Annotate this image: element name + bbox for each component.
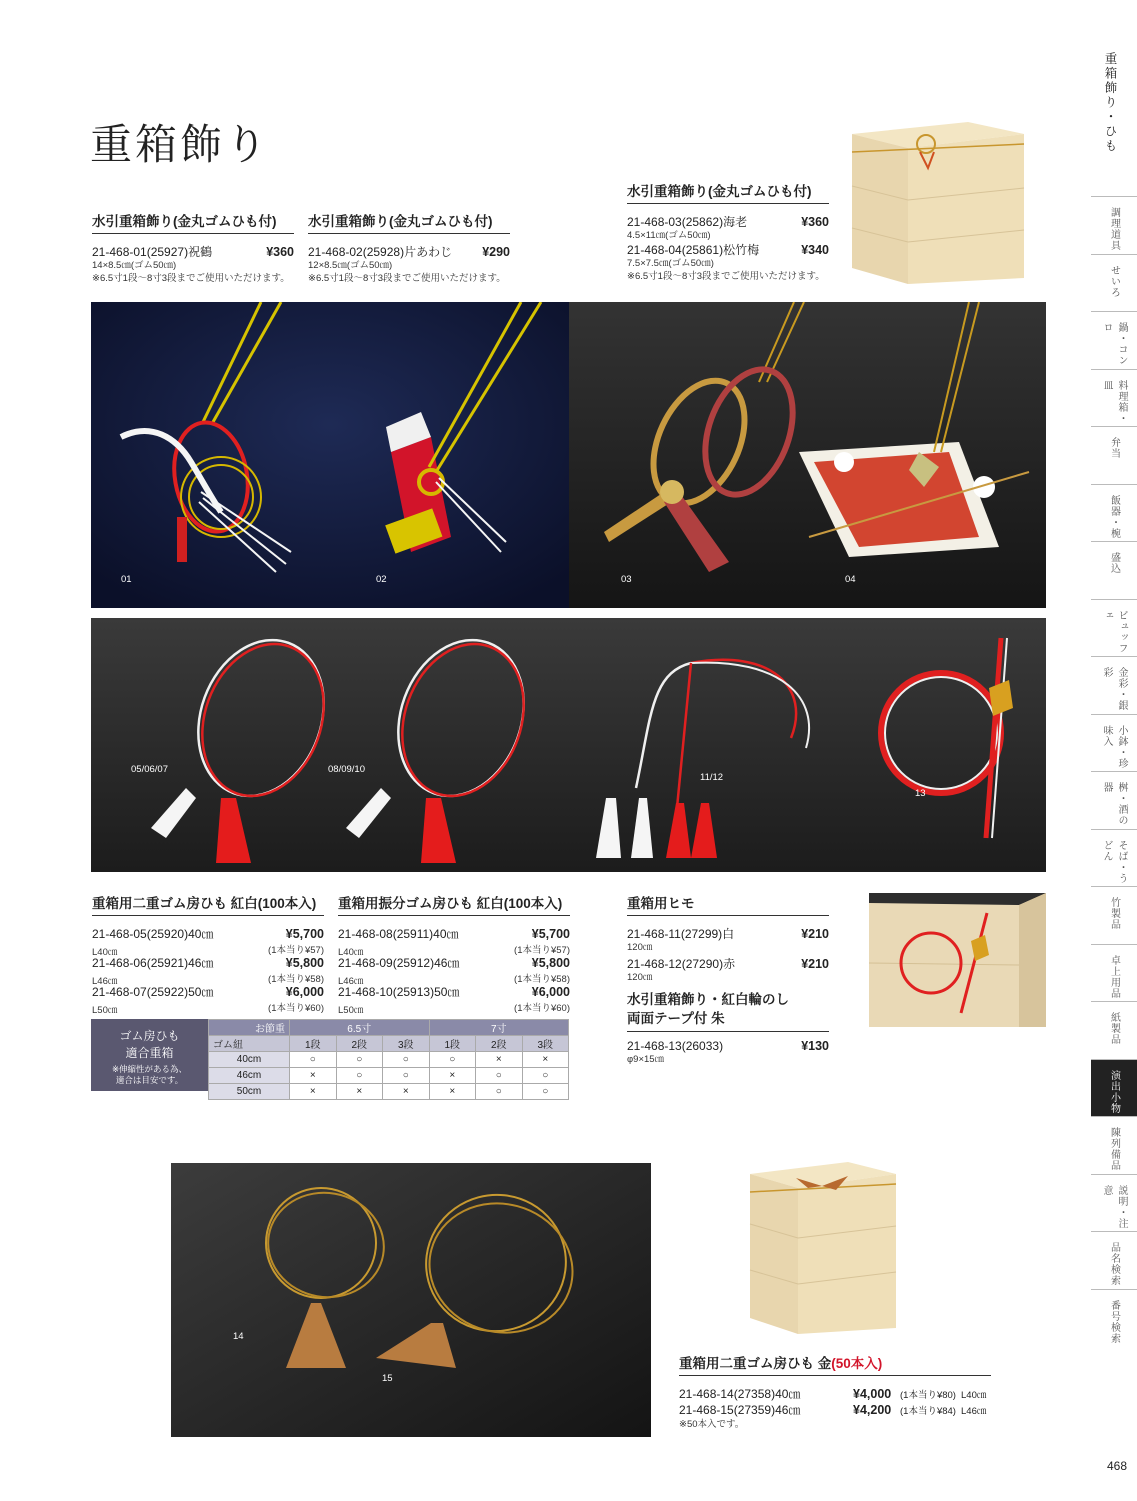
- product-heading: 水引重箱飾り(金丸ゴムひも付): [627, 180, 829, 204]
- product-block-2: [308, 210, 510, 285]
- product-size: φ9×15㎝: [627, 1054, 665, 1065]
- product-unit-price: (1本当り¥60): [514, 1003, 570, 1014]
- product-price: ¥4,000: [853, 1387, 892, 1401]
- product-code: 21-468-06(25921)46㎝: [92, 956, 214, 970]
- product-row: [679, 1386, 991, 1402]
- photo-label: 04: [845, 574, 856, 585]
- product-heading-text: 重箱用二重ゴム房ひも 金: [679, 1356, 832, 1371]
- rail-item[interactable]: 桝・酒の器: [1091, 771, 1137, 829]
- product-code: 21-468-14(27358)40㎝: [679, 1387, 801, 1401]
- fit-col-header: 2段: [336, 1036, 383, 1052]
- table-row: [209, 1052, 569, 1068]
- rail-item[interactable]: そば・うどん: [1091, 829, 1137, 887]
- product-code: 21-468-15(27359)46㎝: [679, 1403, 801, 1417]
- product-size: 120㎝: [627, 942, 653, 953]
- product-sub: [338, 971, 570, 987]
- product-row: [338, 955, 570, 971]
- product-code: 21-468-08(25911)40㎝: [338, 927, 459, 941]
- product-row: [338, 926, 570, 942]
- fit-col-header: 2段: [476, 1036, 523, 1052]
- fit-cell: ○: [522, 1068, 569, 1084]
- product-unit-price: (1本当り¥57): [268, 945, 324, 956]
- photo-ebi-shochikubai: [569, 302, 1046, 608]
- product-note: ※6.5寸1段～8寸3段までご使用いただけます。: [92, 273, 290, 284]
- product-rows: [338, 926, 570, 1016]
- product-unit-price: (1本当り¥58): [268, 974, 324, 985]
- product-sub: [338, 942, 570, 958]
- rail-item[interactable]: 説明・注意: [1091, 1174, 1137, 1232]
- product-block-6: [627, 892, 829, 1066]
- product-size: L46㎝: [961, 1406, 987, 1417]
- fit-cell: ○: [476, 1068, 523, 1084]
- product-row: [308, 244, 510, 260]
- product-price: ¥4,200: [853, 1403, 892, 1417]
- product-block-4: [92, 892, 324, 1016]
- product-code: 21-468-05(25920)40㎝: [92, 927, 214, 941]
- photo-label: 15: [382, 1373, 393, 1384]
- product-unit-price: (1本当り¥80): [900, 1390, 956, 1401]
- fit-label-line: 適合重箱: [125, 1046, 174, 1060]
- table-row: [209, 1068, 569, 1084]
- fit-table-label: [91, 1019, 208, 1091]
- rail-item[interactable]: 盛込: [1091, 541, 1137, 599]
- product-heading-accent: (50本入): [831, 1356, 883, 1371]
- product-sub: [92, 1000, 324, 1016]
- rail-item[interactable]: 調理道具: [1091, 196, 1137, 254]
- rail-item[interactable]: 小鉢・珍味入: [1091, 714, 1137, 772]
- product-block-7: [679, 1352, 991, 1431]
- fit-col-header: 3段: [383, 1036, 430, 1052]
- product-price: ¥5,700: [285, 927, 324, 941]
- product-price: ¥130: [801, 1039, 829, 1053]
- box-photo-bottom: [748, 1148, 898, 1338]
- product-code: 21-468-02(25928)片あわじ: [308, 245, 453, 259]
- fit-cell: ×: [522, 1052, 569, 1068]
- product-size: 12×8.5㎝(ゴム50㎝): [308, 260, 393, 271]
- product-price: ¥360: [801, 215, 829, 229]
- rail-item[interactable]: せいろ: [1091, 254, 1137, 312]
- product-size: L50㎝: [92, 1005, 118, 1016]
- page-title: 重箱飾り: [90, 120, 271, 169]
- rail-item[interactable]: 飯器・椀: [1091, 484, 1137, 542]
- rail-item[interactable]: ビュッフェ: [1091, 599, 1137, 657]
- fit-label-line: ゴム房ひも: [119, 1029, 180, 1043]
- fit-table-block: [91, 1019, 569, 1097]
- fit-table: [208, 1019, 569, 1100]
- photo-label: 13: [915, 788, 926, 799]
- rail-item[interactable]: 紙製品: [1091, 1001, 1137, 1059]
- rail-item[interactable]: 品名検索: [1091, 1231, 1137, 1289]
- product-size: L46㎝: [338, 976, 364, 987]
- product-unit-price: (1本当り¥84): [900, 1406, 956, 1417]
- fit-cell: ×: [429, 1084, 476, 1100]
- product-code: 21-468-11(27299)白: [627, 927, 735, 941]
- product-size: 14×8.5㎝(ゴム50㎝): [92, 260, 177, 271]
- fit-cell: ○: [336, 1052, 383, 1068]
- side-index: [1091, 0, 1137, 1501]
- product-row: [627, 956, 829, 972]
- fit-col-header: 1段: [429, 1036, 476, 1052]
- fit-cell: ○: [522, 1084, 569, 1100]
- product-price: ¥5,800: [531, 956, 570, 970]
- fit-row-length: 46cm: [209, 1068, 290, 1084]
- fit-cell: ×: [429, 1068, 476, 1084]
- product-unit-price: (1本当り¥58): [514, 974, 570, 985]
- fit-col-header: 1段: [290, 1036, 337, 1052]
- product-price: ¥6,000: [531, 985, 570, 999]
- photo-label: 14: [233, 1331, 244, 1342]
- product-heading-line: 両面テープ付 朱: [627, 1011, 725, 1026]
- rail-title: 重箱飾り・ひも: [1103, 52, 1117, 154]
- product-row: [92, 244, 294, 260]
- product-row: [627, 1038, 829, 1054]
- product-unit-price: (1本当り¥60): [268, 1003, 324, 1014]
- fit-cell: ×: [383, 1084, 430, 1100]
- fit-label-note: ※伸縮性がある為、: [111, 1064, 188, 1074]
- product-heading-line: 水引重箱飾り・紅白輪のし: [627, 992, 789, 1007]
- photo-label: 11/12: [700, 772, 724, 783]
- fit-row-length: 40cm: [209, 1052, 290, 1068]
- fit-row-length: 50cm: [209, 1084, 290, 1100]
- fit-cell: ○: [383, 1068, 430, 1084]
- product-code: 21-468-07(25922)50㎝: [92, 985, 214, 999]
- product-row: [627, 242, 829, 258]
- rail-item[interactable]: 料理箱・皿: [1091, 369, 1137, 427]
- product-note: ※6.5寸1段～8寸3段までご使用いただけます。: [627, 271, 825, 282]
- product-heading: 重箱用二重ゴム房ひも 紅白(100本入): [92, 892, 324, 916]
- fit-cell: ○: [383, 1052, 430, 1068]
- fit-cell: ×: [290, 1068, 337, 1084]
- product-size: L40㎝: [92, 947, 118, 958]
- fit-group-header: 7寸: [429, 1020, 569, 1036]
- product-heading: 水引重箱飾り(金丸ゴムひも付): [92, 210, 294, 234]
- rail-item[interactable]: 弁当: [1091, 426, 1137, 484]
- photo-label: 02: [376, 574, 387, 585]
- product-unit-price: (1本当り¥57): [514, 945, 570, 956]
- product-note: ※50本入です。: [679, 1419, 745, 1430]
- rail-item[interactable]: 陳列備品: [1091, 1116, 1137, 1174]
- fit-group-header: 6.5寸: [290, 1020, 430, 1036]
- photo-box-noshi: [869, 893, 1046, 1027]
- fit-cell: ○: [336, 1068, 383, 1084]
- product-size: L46㎝: [92, 976, 118, 987]
- product-row: [338, 984, 570, 1000]
- product-row: [92, 926, 324, 942]
- product-size: L50㎝: [338, 1005, 364, 1016]
- photo-label: 08/09/10: [328, 764, 365, 775]
- product-size: 4.5×11㎝(ゴム50㎝): [627, 230, 711, 241]
- fit-cell: ×: [336, 1084, 383, 1100]
- product-row: [679, 1402, 991, 1418]
- fit-cell: ×: [476, 1052, 523, 1068]
- fit-cell: ○: [290, 1052, 337, 1068]
- product-heading-2: [627, 990, 829, 1032]
- rail-item[interactable]: 金彩・銀彩: [1091, 656, 1137, 714]
- product-rows: [92, 926, 324, 1016]
- fit-label-note: 適合は目安です。: [115, 1075, 184, 1085]
- product-row: [627, 926, 829, 942]
- product-heading: 水引重箱飾り(金丸ゴムひも付): [308, 210, 510, 234]
- product-block-1: [92, 210, 294, 285]
- product-price: ¥6,000: [285, 985, 324, 999]
- photo-crane-awaji: [91, 302, 569, 608]
- fit-corner-top: お節重: [209, 1020, 290, 1036]
- product-block-5: [338, 892, 570, 1016]
- fit-col-header: 3段: [522, 1036, 569, 1052]
- fit-cell: ○: [429, 1052, 476, 1068]
- fit-cell: ○: [476, 1084, 523, 1100]
- fit-corner-bottom: ゴム紐: [209, 1036, 290, 1052]
- product-price: ¥5,700: [531, 927, 570, 941]
- rail-item[interactable]: 卓上用品: [1091, 944, 1137, 1002]
- product-code: 21-468-09(25912)46㎝: [338, 956, 460, 970]
- product-code: 21-468-10(25913)50㎝: [338, 985, 460, 999]
- box-photo-top: [848, 108, 1028, 288]
- product-sub: [92, 971, 324, 987]
- product-note: ※6.5寸1段～8寸3段までご使用いただけます。: [308, 273, 506, 284]
- product-price: ¥290: [482, 245, 510, 259]
- photo-label: 03: [621, 574, 632, 585]
- product-price: ¥360: [266, 245, 294, 259]
- product-size: L40㎝: [338, 947, 364, 958]
- product-code: 21-468-01(25927)祝鶴: [92, 245, 213, 259]
- product-price: ¥5,800: [285, 956, 324, 970]
- product-row: [627, 214, 829, 230]
- product-size: 7.5×7.5㎝(ゴム50㎝): [627, 258, 714, 269]
- product-sub: [338, 1000, 570, 1016]
- product-code: 21-468-12(27290)赤: [627, 957, 736, 971]
- product-code: 21-468-03(25862)海老: [627, 215, 748, 229]
- product-rows: [679, 1386, 991, 1431]
- product-rows: [627, 926, 829, 984]
- fit-cell: ×: [290, 1084, 337, 1100]
- photo-label: 01: [121, 574, 132, 585]
- product-price: ¥210: [801, 957, 829, 971]
- product-price: ¥210: [801, 927, 829, 941]
- product-heading: 重箱用振分ゴム房ひも 紅白(100本入): [338, 892, 570, 916]
- product-row: [92, 955, 324, 971]
- product-row: [92, 984, 324, 1000]
- rail-item[interactable]: 鍋・コンロ: [1091, 311, 1137, 369]
- photo-red-white-cords: [91, 618, 1046, 872]
- product-sub: [92, 942, 324, 958]
- product-heading: [679, 1352, 991, 1376]
- table-row: [209, 1084, 569, 1100]
- product-size: 120㎝: [627, 972, 653, 983]
- product-code: 21-468-04(25861)松竹梅: [627, 243, 760, 257]
- page-number: 468: [1106, 1459, 1127, 1473]
- product-heading: 重箱用ヒモ: [627, 892, 829, 916]
- photo-gold-cords: [171, 1163, 651, 1437]
- product-price: ¥340: [801, 243, 829, 257]
- photo-label: 05/06/07: [131, 764, 168, 775]
- product-size: L40㎝: [961, 1390, 987, 1401]
- product-block-3: [627, 180, 829, 283]
- rail-item[interactable]: 竹製品: [1091, 886, 1137, 944]
- product-code: 21-468-13(26033): [627, 1039, 724, 1053]
- rail-item[interactable]: 番号検索: [1091, 1289, 1137, 1347]
- rail-item[interactable]: 演出小物: [1091, 1059, 1137, 1117]
